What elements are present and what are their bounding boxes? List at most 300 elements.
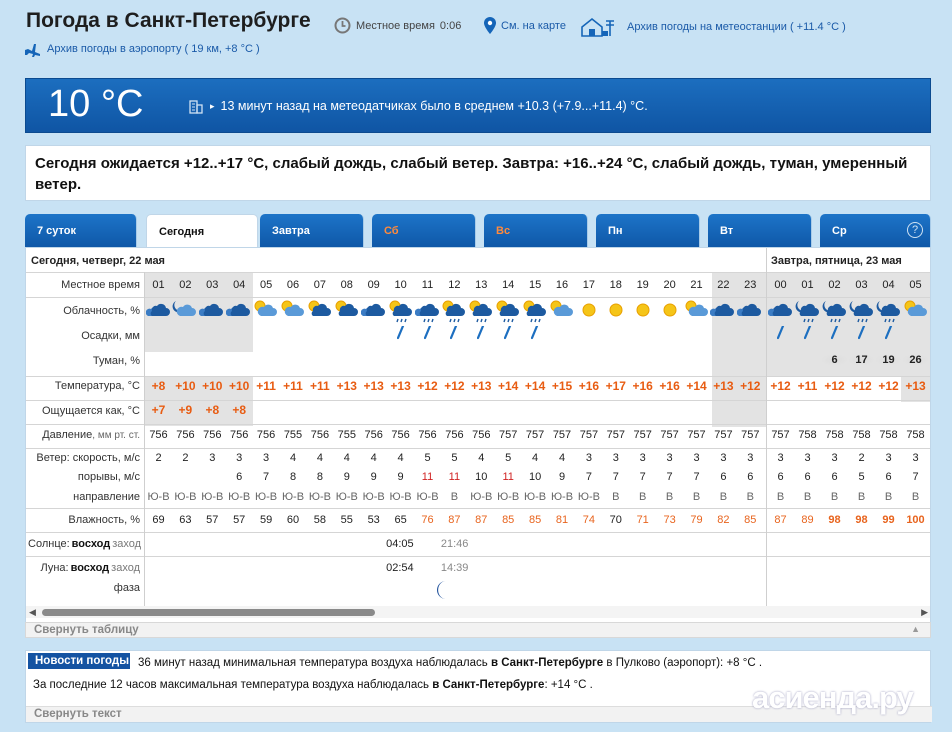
temp-cell: +14 — [524, 379, 546, 393]
temp-cell: +13 — [390, 379, 411, 393]
label-fog: Туман, % — [92, 355, 140, 367]
weather-station-icon — [580, 17, 622, 37]
humidity-cell: 100 — [906, 514, 925, 526]
label-moon — [26, 562, 144, 574]
pressure-cell: 756 — [256, 429, 276, 441]
wind-speed-cell: 3 — [804, 452, 811, 464]
wind-speed-cell: 4 — [532, 452, 539, 464]
humidity-cell: 87 — [448, 514, 461, 526]
hour-cell: 10 — [394, 279, 407, 291]
gust-cell: 10 — [528, 471, 542, 483]
wind-speed-cell: 3 — [666, 452, 673, 464]
page-title: Погода в Санкт-Петербурге — [26, 9, 311, 32]
wind-speed-cell: 4 — [370, 452, 377, 464]
label-pressure-name: Давление — [42, 429, 93, 441]
hour-cell: 12 — [448, 279, 461, 291]
label-gusts: порывы, м/с — [77, 471, 140, 483]
scrollbar-thumb[interactable] — [42, 609, 375, 616]
pressure-cell: 757 — [687, 429, 706, 441]
hour-cell: 03 — [206, 279, 219, 291]
humidity-cell: 63 — [179, 514, 192, 526]
local-time: Местное время 0:06 — [334, 17, 461, 34]
wind-speed-cell: 3 — [585, 452, 592, 464]
feels-like-cell: +7 — [151, 403, 166, 417]
night-cloudy-icon — [710, 298, 737, 324]
airplane-icon — [24, 41, 42, 57]
gust-cell: 11 — [502, 471, 514, 483]
fog-cell: 26 — [902, 354, 929, 366]
humidity-cell: 87 — [774, 514, 787, 526]
pressure-cell: 756 — [445, 429, 464, 441]
hour-cell: 20 — [663, 279, 676, 291]
pressure-cell: 755 — [283, 429, 303, 441]
wind-speed-cell: 5 — [424, 452, 431, 464]
page-header — [0, 0, 952, 70]
label-sun-sun: Солнце: — [28, 538, 70, 550]
label-phase: фаза — [113, 582, 140, 594]
label-humidity: Влажность, % — [68, 514, 140, 526]
direction-cell: В — [911, 491, 920, 503]
rain-drop-icon — [875, 326, 902, 340]
direction-cell: В — [665, 491, 674, 503]
feels-like-cell: +9 — [178, 403, 193, 417]
hour-cell: 01 — [152, 279, 165, 291]
horizontal-scrollbar[interactable] — [26, 606, 931, 618]
humidity-cell: 65 — [394, 514, 407, 526]
direction-cell: В — [803, 491, 812, 503]
tab-3[interactable]: Сб — [372, 214, 476, 247]
label-wind_speed: Ветер: скорость, м/с — [36, 452, 140, 464]
sun-icon — [575, 298, 602, 324]
direction-cell: Ю-В — [308, 491, 331, 503]
map-link[interactable]: См. на карте — [484, 17, 566, 34]
pressure-cell: 756 — [310, 429, 330, 441]
wind-speed-cell: 3 — [639, 452, 646, 464]
humidity-cell: 98 — [828, 514, 841, 526]
direction-cell: Ю-В — [497, 491, 520, 503]
sunset-time: 21:46 — [440, 538, 469, 550]
humidity-cell: 85 — [744, 514, 757, 526]
current-temperature: 10 °C — [48, 83, 144, 125]
tab-2[interactable]: Завтра — [260, 214, 364, 247]
temp-cell: +11 — [797, 379, 818, 393]
sun-icon — [656, 298, 683, 324]
hour-cell: 06 — [286, 279, 300, 291]
sunrise-time: 04:05 — [386, 538, 414, 550]
humidity-cell: 98 — [855, 514, 868, 526]
night-cloudy-icon — [767, 298, 794, 324]
pressure-cell: 757 — [771, 429, 790, 441]
temp-cell: +15 — [551, 379, 573, 393]
humidity-cell: 79 — [690, 514, 703, 526]
hour-cell: 04 — [882, 279, 895, 291]
forecast-table — [25, 247, 931, 623]
row-divider — [26, 448, 931, 449]
archive-airport-link[interactable]: Архив погоды в аэропорту ( 19 км, +8 °C ) — [24, 41, 260, 57]
direction-cell: Ю-В — [577, 491, 600, 503]
hour-cell: 05 — [259, 279, 273, 291]
gust-cell: 5 — [858, 471, 865, 483]
night-rain-icon — [821, 298, 848, 324]
gust-cell: 6 — [236, 471, 243, 483]
day-partly-icon — [253, 298, 280, 324]
rain-drop-icon — [441, 326, 468, 340]
gust-cell: 7 — [693, 471, 700, 483]
humidity-cell: 85 — [502, 514, 515, 526]
pressure-cell: 755 — [337, 429, 356, 441]
hour-cell: 03 — [855, 279, 868, 291]
day-rain-icon — [495, 298, 522, 324]
temp-cell: +10 — [175, 379, 196, 393]
temp-cell: +13 — [905, 379, 926, 393]
night-rain-icon — [875, 298, 902, 324]
gust-cell: 9 — [370, 471, 377, 483]
direction-cell: Ю-В — [147, 491, 170, 503]
label-sun-set: заход — [112, 538, 142, 550]
hour-cell: 09 — [367, 279, 380, 291]
pressure-cell: 758 — [879, 429, 898, 441]
night-rain-icon — [794, 298, 821, 324]
night-cloudy-icon — [737, 298, 764, 324]
temp-cell: +13 — [713, 379, 734, 393]
humidity-cell: 76 — [421, 514, 434, 526]
humidity-cell: 71 — [636, 514, 649, 526]
wind-speed-cell: 3 — [777, 452, 784, 464]
temp-cell: +13 — [336, 379, 357, 393]
fog-cell: 19 — [875, 354, 902, 366]
pressure-cell: 756 — [230, 429, 249, 441]
gust-cell: 7 — [263, 471, 270, 483]
cloudy-rain-icon — [414, 298, 441, 324]
help-icon[interactable]: ? — [907, 222, 923, 238]
tab-0[interactable]: 7 суток — [25, 214, 137, 247]
rain-drop-icon — [821, 326, 848, 340]
hour-cell: 23 — [744, 279, 757, 291]
direction-cell: Ю-В — [228, 491, 251, 503]
wind-speed-cell: 4 — [289, 452, 297, 464]
pressure-cell: 757 — [741, 429, 760, 441]
direction-cell: В — [612, 491, 620, 503]
pressure-cell: 757 — [660, 429, 679, 441]
direction-cell: Ю-В — [201, 491, 224, 503]
temp-cell: +12 — [444, 379, 465, 393]
pressure-cell: 757 — [714, 429, 733, 441]
temp-cell: +10 — [229, 379, 250, 393]
collapse-text-button[interactable]: Свернуть текст — [26, 706, 932, 722]
pressure-cell: 756 — [472, 429, 491, 441]
temp-cell: +8 — [151, 379, 166, 393]
label-hours: Местное время — [61, 279, 140, 291]
wind-speed-cell: 3 — [885, 452, 892, 464]
feels-like-cell: +8 — [205, 403, 220, 417]
day-partly-icon — [683, 298, 710, 324]
clock-icon — [334, 17, 351, 34]
rain-drop-icon — [495, 326, 522, 340]
label-direction: направление — [73, 491, 140, 503]
wind-speed-cell: 3 — [831, 452, 838, 464]
day-header-tomorrow: Завтра, пятница, 23 мая — [771, 255, 902, 267]
pressure-cell: 756 — [391, 429, 410, 441]
temp-cell: +17 — [605, 379, 626, 393]
hour-cell: 02 — [179, 279, 192, 291]
humidity-cell: 82 — [717, 514, 730, 526]
wind-speed-cell: 4 — [558, 452, 566, 464]
temp-cell: +12 — [824, 379, 845, 393]
pressure-cell: 758 — [825, 429, 844, 441]
gust-cell: 6 — [720, 471, 727, 483]
night-partly-icon — [172, 298, 199, 324]
humidity-cell: 85 — [528, 514, 542, 526]
rain-drop-icon — [848, 326, 875, 340]
wind-speed-cell: 3 — [747, 452, 754, 464]
direction-cell: Ю-В — [524, 491, 547, 503]
hour-cell: 13 — [475, 279, 488, 291]
direction-cell: В — [719, 491, 728, 503]
humidity-cell: 74 — [582, 514, 596, 526]
gust-cell: 8 — [316, 471, 323, 483]
site-watermark: асиенда.ру — [752, 680, 913, 715]
humidity-cell: 57 — [233, 514, 246, 526]
archive-station-link[interactable]: Архив погоды на метеостанции ( +11.4 °C ) — [580, 17, 846, 37]
direction-cell: В — [776, 491, 785, 503]
rain-drop-icon — [387, 326, 414, 340]
scroll-up-icon[interactable]: ▲ — [911, 624, 920, 634]
wind-speed-cell: 4 — [343, 452, 350, 464]
hour-cell: 02 — [828, 279, 841, 291]
day-mostly-icon — [306, 298, 333, 324]
current-conditions-text: ▸ 13 минут назад на метеодатчиках было в среднем +10.3 (+7.9...+11.4) °C. — [188, 98, 648, 114]
label-pressure-unit: , мм рт. ст. — [92, 430, 140, 441]
day-partly-icon — [549, 298, 576, 324]
rain-drop-icon — [522, 326, 549, 340]
gust-cell: 11 — [448, 471, 461, 483]
tab-4[interactable]: Вс — [484, 214, 588, 247]
rain-drop-icon — [767, 326, 794, 340]
direction-cell: Ю-В — [281, 491, 305, 503]
pressure-cell: 756 — [364, 429, 383, 441]
wind-speed-cell: 3 — [720, 452, 727, 464]
rain-drop-icon — [468, 326, 495, 340]
wind-speed-cell: 4 — [316, 452, 323, 464]
temp-cell: +14 — [498, 379, 519, 393]
direction-cell: В — [830, 491, 839, 503]
humidity-cell: 57 — [206, 514, 219, 526]
moonrise-time: 02:54 — [386, 562, 414, 574]
gust-cell: 7 — [666, 471, 673, 483]
gust-cell: 9 — [343, 471, 350, 483]
night-cloudy-icon — [226, 298, 253, 324]
wind-speed-cell: 4 — [478, 452, 485, 464]
gust-cell: 9 — [397, 471, 404, 483]
temp-cell: +13 — [363, 379, 384, 393]
direction-cell: Ю-В — [335, 491, 358, 503]
rain-drop-icon — [414, 326, 441, 340]
hour-cell: 17 — [582, 279, 596, 291]
gust-cell: 6 — [804, 471, 811, 483]
humidity-cell: 58 — [313, 514, 327, 526]
label-sun-rise: восход — [71, 538, 111, 550]
pressure-cell: 758 — [906, 429, 925, 441]
rain-drop-icon — [794, 326, 821, 340]
crescent-moon-icon — [435, 580, 451, 600]
humidity-cell: 55 — [340, 514, 353, 526]
hour-cell: 18 — [609, 279, 622, 291]
sun-icon — [602, 298, 629, 324]
pressure-cell: 758 — [852, 429, 871, 441]
fog-cell: 17 — [848, 354, 875, 366]
wind-speed-cell: 5 — [505, 452, 512, 464]
tab-1[interactable]: Сегодня — [146, 214, 258, 247]
direction-cell: Ю-В — [255, 491, 278, 503]
humidity-cell: 87 — [475, 514, 488, 526]
row-divider — [26, 508, 931, 509]
arrow-right-icon: ▸ — [210, 100, 215, 111]
label-moon-set: заход — [111, 562, 140, 574]
day-rain-icon — [522, 298, 549, 324]
direction-cell: В — [639, 491, 647, 503]
gust-cell: 7 — [639, 471, 646, 483]
gust-cell: 7 — [612, 471, 619, 483]
direction-cell: Ю-В — [389, 491, 412, 503]
hour-cell: 16 — [555, 279, 569, 291]
row-divider — [26, 272, 931, 273]
label-precip: Осадки, мм — [81, 330, 140, 342]
night-rain-icon — [848, 298, 875, 324]
direction-cell: Ю-В — [416, 491, 439, 503]
label-moon-rise: восход — [70, 562, 110, 574]
hour-cell: 22 — [717, 279, 730, 291]
forecast-tabs — [25, 214, 931, 247]
temp-cell: +11 — [310, 379, 330, 393]
building-icon — [188, 98, 204, 114]
tab-6[interactable]: Вт — [708, 214, 812, 247]
wind-speed-cell: 2 — [155, 452, 162, 464]
wind-speed-cell: 3 — [612, 452, 619, 464]
collapse-table-button[interactable]: Свернуть таблицу ▲ — [25, 622, 931, 638]
feels-like-cell: +8 — [232, 403, 247, 417]
direction-cell: Ю-В — [174, 491, 197, 503]
direction-cell: В — [884, 491, 893, 503]
gust-cell: 8 — [289, 471, 297, 483]
hour-cell: 04 — [233, 279, 246, 291]
row-divider — [26, 376, 931, 377]
pressure-cell: 757 — [606, 429, 625, 441]
gust-cell: 10 — [475, 471, 488, 483]
temp-cell: +12 — [417, 379, 438, 393]
direction-cell: В — [857, 491, 866, 503]
row-divider — [26, 532, 931, 533]
scroll-right-icon[interactable]: ▶ — [921, 607, 928, 617]
tab-5[interactable]: Пн — [596, 214, 700, 247]
hour-cell: 11 — [421, 279, 434, 291]
temp-cell: +12 — [740, 379, 761, 393]
temp-cell: +12 — [878, 379, 899, 393]
hour-cell: 05 — [909, 279, 922, 291]
label-temp: Температура, °C — [54, 380, 140, 392]
wind-speed-cell: 3 — [693, 452, 700, 464]
day-rain-icon — [441, 298, 468, 324]
pressure-cell: 757 — [552, 429, 572, 441]
sun-icon — [629, 298, 656, 324]
day-rain-icon — [468, 298, 495, 324]
gust-cell: 7 — [912, 471, 919, 483]
direction-cell: В — [692, 491, 701, 503]
temp-cell: +13 — [471, 379, 492, 393]
wind-speed-cell: 2 — [182, 452, 189, 464]
direction-cell: Ю-В — [470, 491, 493, 503]
direction-cell: Ю-В — [550, 491, 574, 503]
wind-speed-cell: 3 — [236, 452, 243, 464]
direction-cell: В — [746, 491, 754, 503]
temp-cell: +16 — [632, 379, 653, 393]
temp-cell: +16 — [578, 379, 600, 393]
label-clouds: Облачность, % — [63, 305, 140, 317]
temp-cell: +12 — [770, 379, 791, 393]
wind-speed-cell: 3 — [209, 452, 216, 464]
hour-cell: 15 — [528, 279, 542, 291]
pressure-cell: 757 — [499, 429, 518, 441]
pressure-cell: 758 — [798, 429, 817, 441]
fog-cell: 6 — [821, 354, 848, 366]
hour-cell: 14 — [502, 279, 515, 291]
humidity-cell: 99 — [882, 514, 895, 526]
pressure-cell: 756 — [203, 429, 222, 441]
day-partly-icon — [902, 298, 929, 324]
row-divider — [26, 424, 931, 425]
row-divider — [26, 556, 931, 557]
night-cloudy-icon — [145, 298, 172, 324]
humidity-cell: 89 — [801, 514, 814, 526]
pressure-cell: 757 — [525, 429, 545, 441]
pressure-cell: 757 — [579, 429, 599, 441]
temp-cell: +12 — [851, 379, 872, 393]
wind-speed-cell: 5 — [451, 452, 458, 464]
scroll-left-icon[interactable]: ◀ — [29, 607, 36, 617]
direction-cell: В — [450, 491, 459, 503]
gust-cell: 9 — [558, 471, 566, 483]
forecast-summary: Сегодня ожидается +12..+17 °C, слабый дождь, слабый ветер. Завтра: +16..+24 °C, слабый дождь, туман, умеренный ветер. — [25, 145, 931, 201]
direction-cell: Ю-В — [362, 491, 385, 503]
gust-cell: 6 — [831, 471, 838, 483]
day-partly-icon — [280, 298, 307, 324]
row-divider — [26, 400, 931, 401]
label-moon-moon: Луна: — [40, 562, 69, 574]
temp-cell: +11 — [256, 379, 276, 393]
moonset-time: 14:39 — [440, 562, 469, 574]
humidity-cell: 53 — [367, 514, 380, 526]
day-rain-icon — [387, 298, 414, 324]
hour-cell: 00 — [774, 279, 787, 291]
tab-7[interactable]: Ср — [820, 214, 931, 247]
night-shade-2 — [712, 272, 766, 427]
hour-cell: 07 — [313, 279, 327, 291]
gust-cell: 6 — [747, 471, 754, 483]
news-line-2: За последние 12 часов максимальная температура воздуха наблюдалась в Санкт-Петербурге: +14 °C . — [33, 679, 593, 691]
temp-cell: +11 — [283, 379, 303, 393]
gust-cell: 6 — [885, 471, 892, 483]
humidity-cell: 59 — [259, 514, 273, 526]
current-conditions-bar — [25, 78, 931, 133]
wind-speed-cell: 2 — [858, 452, 865, 464]
humidity-cell: 60 — [286, 514, 300, 526]
gust-cell: 7 — [585, 471, 592, 483]
pressure-cell: 757 — [633, 429, 652, 441]
temp-cell: +14 — [686, 379, 707, 393]
temp-cell: +16 — [659, 379, 680, 393]
wind-speed-cell: 4 — [397, 452, 404, 464]
humidity-cell: 69 — [152, 514, 165, 526]
humidity-cell: 70 — [609, 514, 622, 526]
